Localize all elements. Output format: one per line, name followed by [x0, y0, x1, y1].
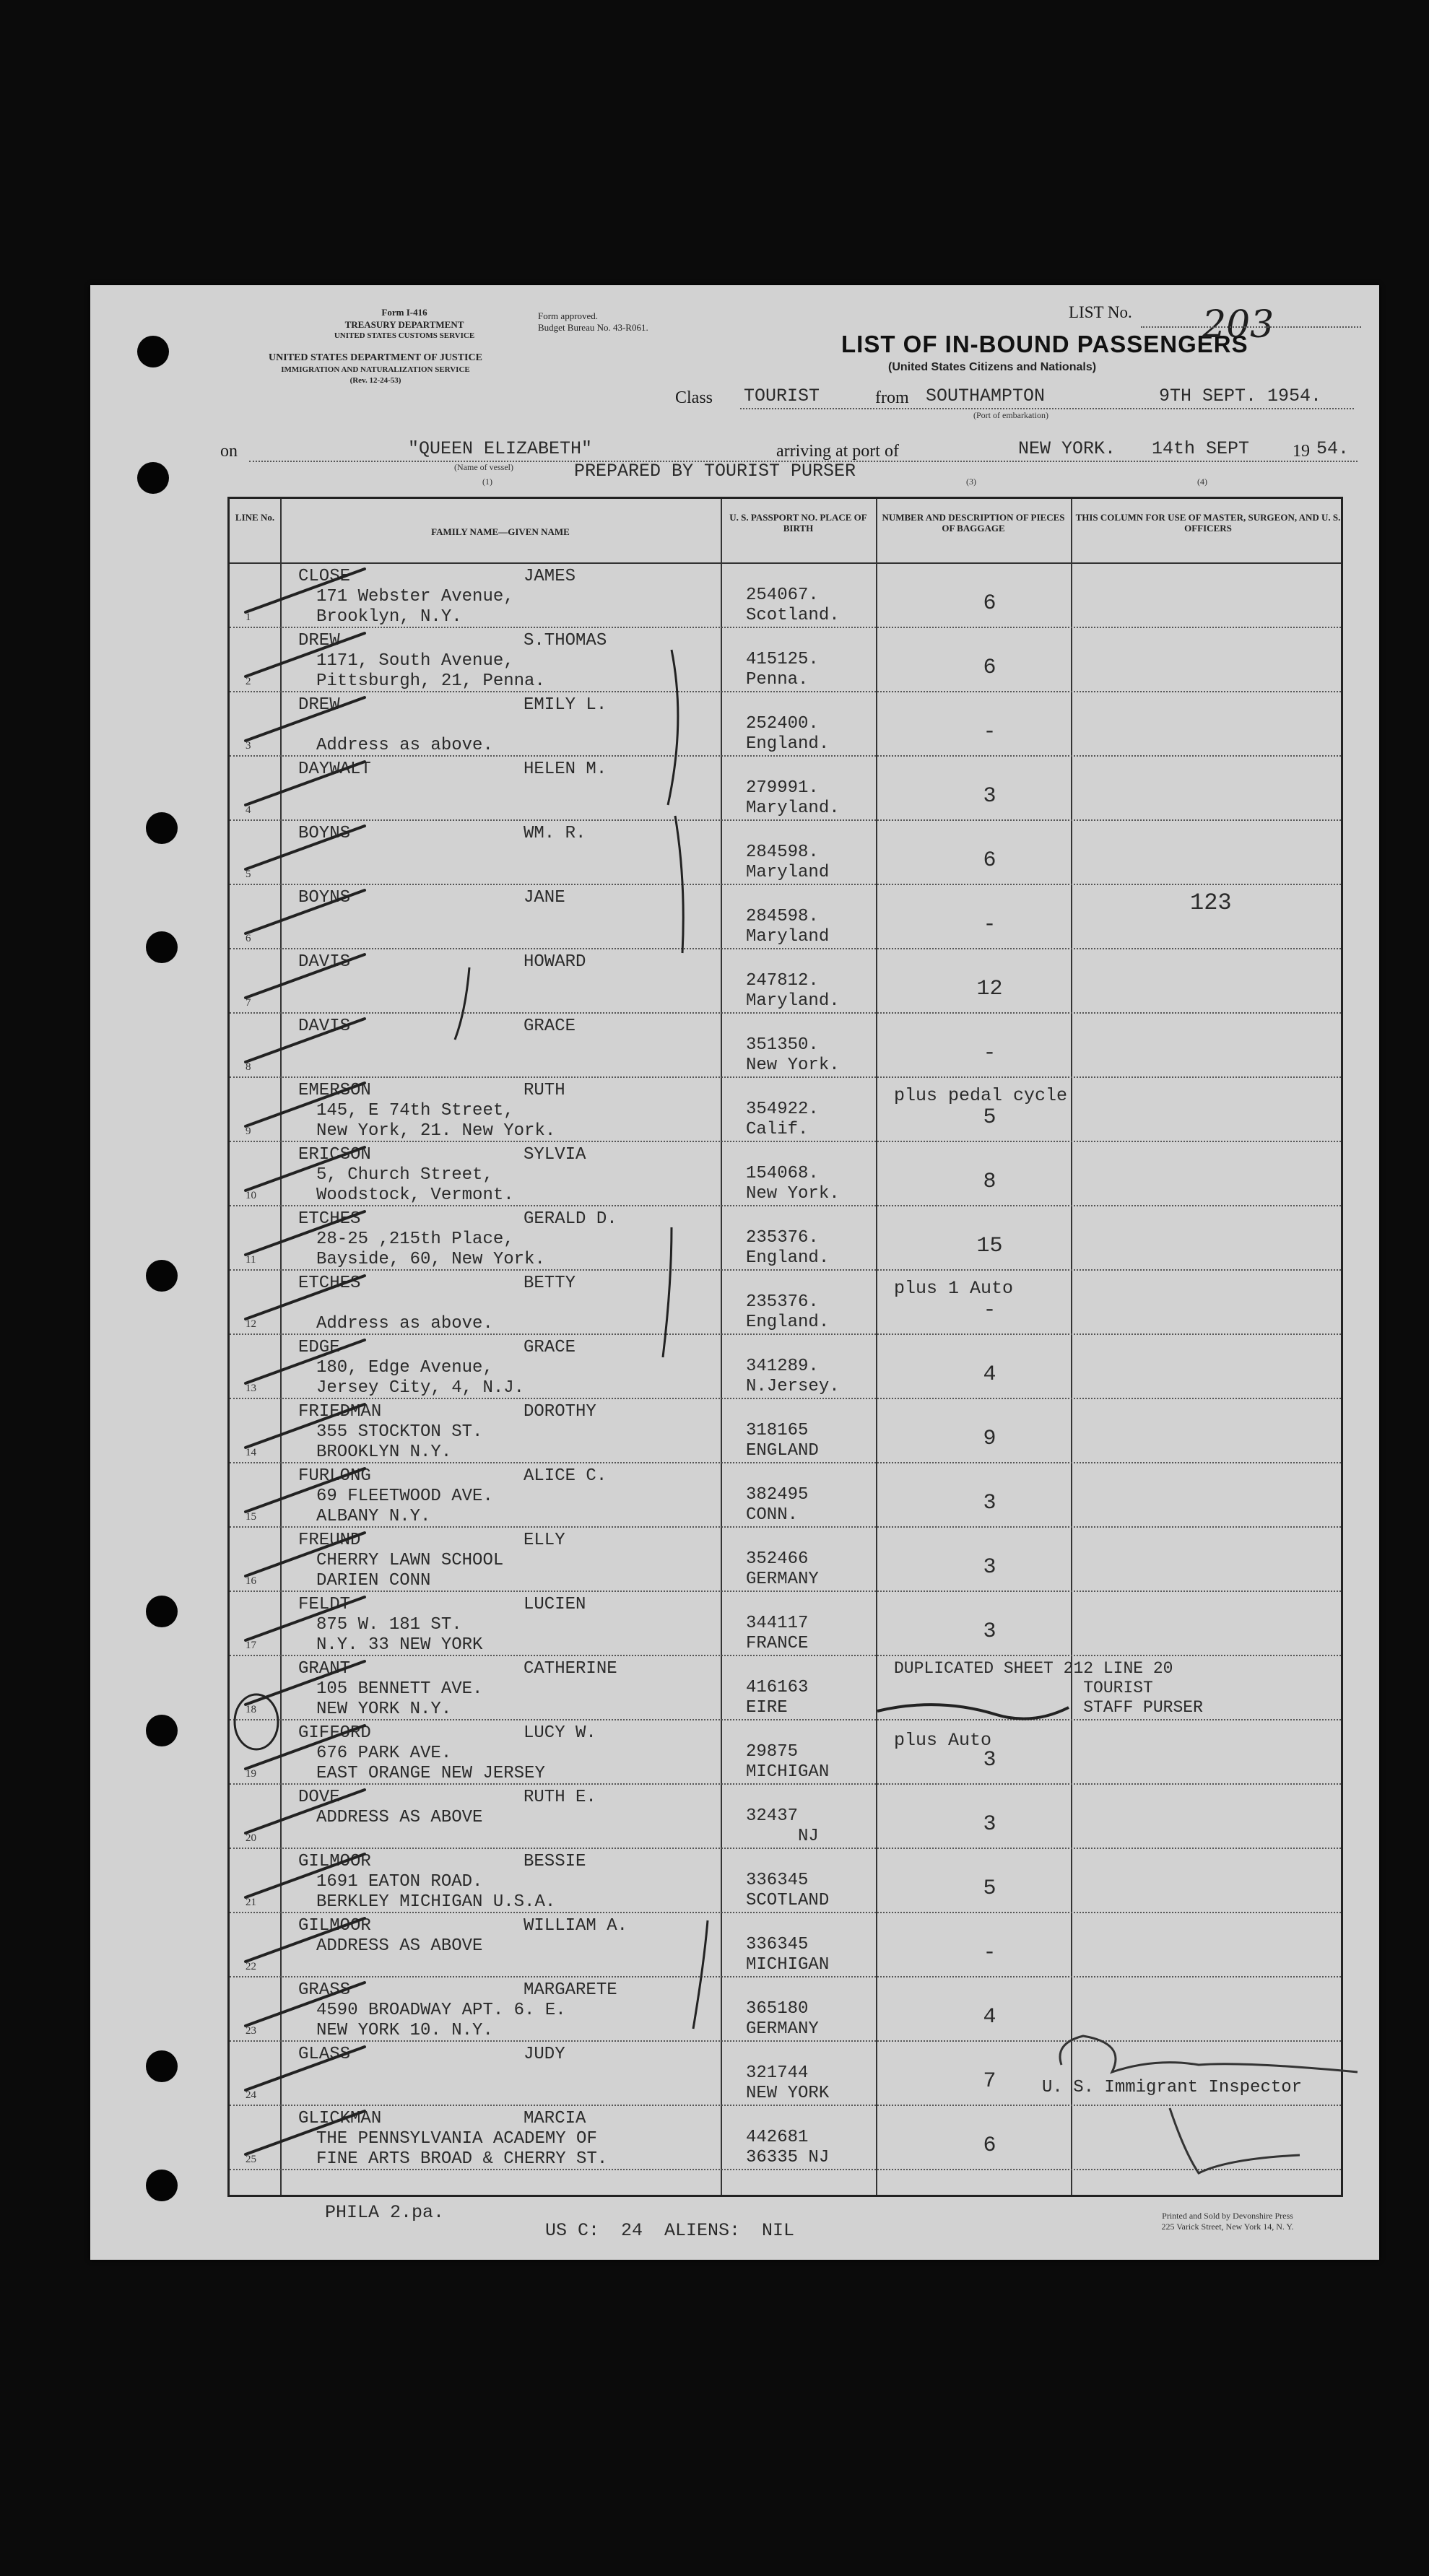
address: 69 FLEETWOOD AVE. ALBANY N.Y. — [316, 1487, 493, 1526]
embark-caption: (Port of embarkation) — [973, 410, 1048, 420]
family-name: GRANT — [298, 1659, 351, 1679]
table-row — [230, 885, 1341, 949]
col-header-line-no: LINE No. — [235, 512, 275, 523]
address: 4590 BROADWAY APT. 6. E. NEW YORK 10. N.Y. — [316, 2001, 566, 2040]
form-title: LIST OF IN-BOUND PASSENGERS — [841, 331, 1248, 357]
line-number: 4 — [246, 804, 251, 816]
col-header-officers: THIS COLUMN FOR USE OF MASTER, SURGEON, AND U. S. OFFICERS — [1075, 512, 1341, 534]
family-name: FREUND — [298, 1531, 361, 1550]
given-name: BETTY — [524, 1274, 576, 1293]
line-number: 16 — [246, 1575, 256, 1587]
line-number: 5 — [246, 869, 251, 880]
passport-birthplace: 352466 GERMANY — [746, 1549, 819, 1589]
line-number: 10 — [246, 1190, 256, 1201]
table-row — [230, 1528, 1341, 1592]
address: Address as above. — [316, 736, 493, 755]
table-row — [230, 1463, 1341, 1528]
list-no-rule — [1141, 326, 1361, 328]
on-label: on — [220, 442, 238, 461]
table-row — [230, 1271, 1341, 1335]
justice-label: UNITED STATES DEPARTMENT OF JUSTICE — [269, 352, 482, 363]
col-header-baggage: NUMBER AND DESCRIPTION OF PIECES OF BAGGAGE — [882, 512, 1065, 534]
class-label: Class — [675, 388, 713, 407]
family-name: GLASS — [298, 2045, 351, 2064]
family-name: DAYWALT — [298, 760, 371, 779]
passport-birthplace: 279991. Maryland. — [746, 778, 840, 818]
given-name: WILLIAM A. — [524, 1916, 628, 1936]
punch-hole — [146, 812, 178, 844]
passport-birthplace: 351350. New York. — [746, 1035, 840, 1075]
table-row — [230, 1206, 1341, 1271]
address: 875 W. 181 ST. N.Y. 33 NEW YORK — [316, 1615, 483, 1655]
given-name: DOROTHY — [524, 1402, 596, 1422]
baggage-count: - — [983, 1041, 996, 1066]
table-row — [230, 1399, 1341, 1463]
baggage-note: plus pedal cycle — [894, 1085, 1068, 1106]
printer-line-2: 225 Varick Street, New York 14, N. Y. — [1161, 2222, 1294, 2232]
table-row — [230, 2042, 1341, 2106]
family-name: GILMOOR — [298, 1916, 371, 1936]
family-name: EDGE — [298, 1338, 340, 1357]
given-name: CATHERINE — [524, 1659, 617, 1679]
list-number-handwritten: 203 — [1202, 303, 1274, 347]
punch-hole — [146, 1715, 178, 1746]
budget-label: Budget Bureau No. 43-R061. — [538, 322, 648, 333]
col-1-caption: (1) — [482, 477, 492, 487]
family-name: CLOSE — [298, 567, 351, 586]
punch-hole — [146, 931, 178, 963]
class-rule — [740, 408, 1354, 409]
baggage-count: 5 — [983, 1876, 996, 1901]
printer-line-1: Printed and Sold by Devonshire Press — [1162, 2211, 1293, 2221]
given-name: GRACE — [524, 1338, 576, 1357]
baggage-note: DUPLICATED SHEET 212 LINE 20 TOURIST STAFF PURSER — [894, 1659, 1203, 1717]
given-name: EMILY L. — [524, 695, 607, 715]
line-number: 12 — [246, 1318, 256, 1330]
family-name: GRASS — [298, 1980, 351, 2000]
vessel-name: "QUEEN ELIZABETH" — [408, 438, 593, 459]
officer-note: U. S. Immigrant Inspector — [1042, 2078, 1303, 2097]
line-number: 2 — [246, 676, 251, 687]
treasury-label: TREASURY DEPARTMENT — [344, 319, 464, 330]
citizen-alien-summary: US C: 24 ALIENS: NIL — [545, 2220, 795, 2241]
given-name: JAMES — [524, 567, 576, 586]
family-name: ETCHES — [298, 1274, 361, 1293]
passport-birthplace: 235376. England. — [746, 1292, 830, 1332]
table-row — [230, 1014, 1341, 1078]
line-number: 14 — [246, 1447, 256, 1458]
col-4-caption: (4) — [1197, 477, 1207, 487]
baggage-count: - — [983, 913, 996, 937]
table-row — [230, 2106, 1341, 2170]
embark-port: SOUTHAMPTON — [926, 386, 1046, 406]
line-number: 9 — [246, 1126, 251, 1137]
given-name: JUDY — [524, 2045, 565, 2064]
baggage-count: - — [983, 1298, 996, 1323]
officer-note: 123 — [1190, 889, 1232, 916]
punch-hole — [137, 336, 169, 367]
arrival-year-prefix: 19 — [1293, 442, 1310, 461]
address: 5, Church Street, Woodstock, Vermont. — [316, 1165, 514, 1205]
given-name: S.THOMAS — [524, 631, 607, 650]
address: THE PENNSYLVANIA ACADEMY OF FINE ARTS BROAD & CHERRY ST. — [316, 2129, 608, 2169]
line-number: 6 — [246, 933, 251, 944]
line-number: 25 — [246, 2154, 256, 2165]
line-number: 11 — [246, 1254, 256, 1266]
baggage-count: 3 — [983, 784, 996, 809]
line-number: 21 — [246, 1897, 256, 1908]
punch-hole — [137, 462, 169, 494]
given-name: RUTH E. — [524, 1788, 596, 1807]
address: 1171, South Avenue, Pittsburgh, 21, Penna. — [316, 651, 545, 691]
baggage-count: 3 — [983, 1555, 996, 1580]
line-number: 13 — [246, 1383, 256, 1394]
vessel-caption: (Name of vessel) — [454, 462, 513, 472]
table-row — [230, 1720, 1341, 1785]
line-number: 24 — [246, 2089, 256, 2101]
line-number: 19 — [246, 1768, 256, 1780]
baggage-note: plus 1 Auto — [894, 1278, 1014, 1299]
table-row — [230, 821, 1341, 885]
passport-birthplace: 336345 MICHIGAN — [746, 1935, 830, 1975]
table-row — [230, 757, 1341, 821]
family-name: ERICSON — [298, 1145, 371, 1165]
given-name: WM. R. — [524, 824, 586, 843]
form-subtitle: (United States Citizens and Nationals) — [888, 361, 1097, 373]
given-name: RUTH — [524, 1081, 565, 1100]
given-name: LUCIEN — [524, 1595, 586, 1614]
passport-birthplace: 284598. Maryland — [746, 843, 830, 882]
table-row — [230, 1656, 1341, 1720]
baggage-count: - — [983, 1941, 996, 1965]
given-name: LUCY W. — [524, 1723, 596, 1743]
baggage-count: 4 — [983, 2005, 996, 2029]
family-name: FELDT — [298, 1595, 351, 1614]
baggage-count: - — [983, 720, 996, 744]
passport-birthplace: 365180 GERMANY — [746, 1999, 819, 2039]
family-name: FURLONG — [298, 1466, 371, 1486]
address: 1691 EATON ROAD. BERKLEY MICHIGAN U.S.A. — [316, 1872, 556, 1912]
customs-label: UNITED STATES CUSTOMS SERVICE — [334, 331, 475, 340]
given-name: ELLY — [524, 1531, 565, 1550]
baggage-count: 6 — [983, 848, 996, 873]
address: ADDRESS AS ABOVE — [316, 1808, 483, 1827]
given-name: HELEN M. — [524, 760, 607, 779]
line-number: 3 — [246, 740, 251, 752]
given-name: MARGARETE — [524, 1980, 617, 2000]
table-row — [230, 1785, 1341, 1849]
punch-hole — [146, 1596, 178, 1627]
address: 355 STOCKTON ST. BROOKLYN N.Y. — [316, 1422, 483, 1462]
family-name: EMERSON — [298, 1081, 371, 1100]
table-row — [230, 692, 1341, 757]
passport-birthplace: 344117 FRANCE — [746, 1614, 809, 1653]
class-value: TOURIST — [744, 386, 820, 406]
punch-hole — [146, 2170, 178, 2201]
table-row — [230, 1592, 1341, 1656]
passport-birthplace: 247812. Maryland. — [746, 971, 840, 1011]
passport-birthplace: 382495 CONN. — [746, 1485, 809, 1525]
form-number: Form I-416 — [381, 307, 427, 318]
baggage-count: 4 — [983, 1362, 996, 1387]
baggage-count: 3 — [983, 1748, 996, 1772]
line-number: 23 — [246, 2025, 256, 2037]
ins-label: IMMIGRATION AND NATURALIZATION SERVICE — [281, 365, 470, 374]
arrival-date: 14th SEPT — [1152, 438, 1250, 459]
family-name: DAVIS — [298, 952, 351, 972]
table-row — [230, 1335, 1341, 1399]
passport-birthplace: 341289. N.Jersey. — [746, 1357, 840, 1396]
passport-birthplace: 442681 36335 NJ — [746, 2128, 830, 2167]
table-row — [230, 949, 1341, 1014]
address: 145, E 74th Street, New York, 21. New York. — [316, 1101, 556, 1141]
passport-birthplace: 252400. England. — [746, 714, 830, 754]
given-name: GERALD D. — [524, 1209, 617, 1229]
table-row — [230, 1913, 1341, 1977]
given-name: SYLVIA — [524, 1145, 586, 1165]
passport-birthplace: 321744 NEW YORK — [746, 2063, 830, 2103]
passport-birthplace: 416163 EIRE — [746, 1678, 809, 1718]
line-number: 22 — [246, 1961, 256, 1972]
passport-birthplace: 318165 ENGLAND — [746, 1421, 819, 1461]
table-row — [230, 1977, 1341, 2042]
given-name: MARCIA — [524, 2109, 586, 2128]
given-name: HOWARD — [524, 952, 586, 972]
address: ADDRESS AS ABOVE — [316, 1936, 483, 1956]
passport-birthplace: 284598. Maryland — [746, 907, 830, 947]
line-number: 18 — [246, 1704, 256, 1715]
given-name: JANE — [524, 888, 565, 908]
list-no-label: LIST No. — [1069, 303, 1132, 321]
baggage-count: 5 — [983, 1105, 996, 1130]
family-name: DREW — [298, 695, 340, 715]
address-overflow: PHILA 2.pa. — [325, 2202, 445, 2223]
baggage-count: 6 — [983, 591, 996, 616]
baggage-count: 7 — [983, 2069, 996, 2094]
table-row — [230, 628, 1341, 692]
line-number: 15 — [246, 1511, 256, 1523]
punch-hole — [146, 2050, 178, 2082]
baggage-count: 3 — [983, 1619, 996, 1644]
baggage-count: 6 — [983, 656, 996, 680]
baggage-count: 3 — [983, 1812, 996, 1837]
family-name: GILMOOR — [298, 1852, 371, 1871]
table-row — [230, 564, 1341, 628]
table-row — [230, 1142, 1341, 1206]
from-label: from — [875, 388, 909, 407]
address: 180, Edge Avenue, Jersey City, 4, N.J. — [316, 1358, 525, 1398]
rev-label: (Rev. 12-24-53) — [349, 376, 401, 385]
family-name: BOYNS — [298, 824, 351, 843]
family-name: GLICKMAN — [298, 2109, 382, 2128]
passport-birthplace: 154068. New York. — [746, 1164, 840, 1204]
family-name: GIFFORD — [298, 1723, 371, 1743]
address: CHERRY LAWN SCHOOL DARIEN CONN — [316, 1551, 504, 1591]
baggage-count: 3 — [983, 1491, 996, 1515]
address: 676 PARK AVE. EAST ORANGE NEW JERSEY — [316, 1744, 545, 1783]
passport-birthplace: 354922. Calif. — [746, 1100, 819, 1139]
col-header-name: FAMILY NAME—GIVEN NAME — [431, 526, 570, 537]
arrival-port: NEW YORK. — [1018, 438, 1116, 459]
address: 28-25 ,215th Place, Bayside, 60, New York. — [316, 1230, 545, 1269]
passport-birthplace: 254067. Scotland. — [746, 586, 840, 625]
baggage-count: 15 — [976, 1234, 1003, 1258]
baggage-count: 12 — [976, 977, 1003, 1001]
family-name: BOYNS — [298, 888, 351, 908]
passport-birthplace: 415125. Penna. — [746, 650, 819, 689]
line-number: 8 — [246, 1061, 251, 1073]
table-row — [230, 1078, 1341, 1142]
approved-label: Form approved. — [538, 310, 599, 321]
col-3-caption: (3) — [966, 477, 976, 487]
line-number: 20 — [246, 1832, 256, 1844]
passport-birthplace: 29875 MICHIGAN — [746, 1742, 830, 1782]
baggage-note: plus Auto — [894, 1730, 992, 1751]
family-name: DREW — [298, 631, 340, 650]
line-number: 17 — [246, 1640, 256, 1651]
given-name: GRACE — [524, 1017, 576, 1036]
baggage-count: 8 — [983, 1170, 996, 1194]
address: 171 Webster Avenue, Brooklyn, N.Y. — [316, 587, 514, 627]
line-number: 1 — [246, 612, 251, 623]
address: 105 BENNETT AVE. NEW YORK N.Y. — [316, 1679, 483, 1719]
baggage-count: 9 — [983, 1427, 996, 1451]
arriving-label: arriving at port of — [776, 442, 899, 461]
baggage-count: 6 — [983, 2133, 996, 2158]
punch-hole — [146, 1260, 178, 1292]
col-header-passport: U. S. PASSPORT NO. PLACE OF BIRTH — [729, 512, 867, 534]
given-name: ALICE C. — [524, 1466, 607, 1486]
passport-birthplace: 32437 NJ — [746, 1806, 819, 1846]
family-name: DOVE — [298, 1788, 340, 1807]
family-name: DAVIS — [298, 1017, 351, 1036]
prepared-by: PREPARED BY TOURIST PURSER — [574, 461, 856, 482]
family-name: FRIEDMAN — [298, 1402, 382, 1422]
passport-birthplace: 235376. England. — [746, 1228, 830, 1268]
line-number: 7 — [246, 997, 251, 1009]
arrival-year: 54. — [1316, 438, 1350, 459]
given-name: BESSIE — [524, 1852, 586, 1871]
passport-birthplace: 336345 SCOTLAND — [746, 1871, 830, 1910]
table-row — [230, 1849, 1341, 1913]
depart-date: 9TH SEPT. 1954. — [1159, 386, 1322, 406]
address: Address as above. — [316, 1314, 493, 1333]
passenger-table — [227, 497, 1343, 2197]
family-name: ETCHES — [298, 1209, 361, 1229]
